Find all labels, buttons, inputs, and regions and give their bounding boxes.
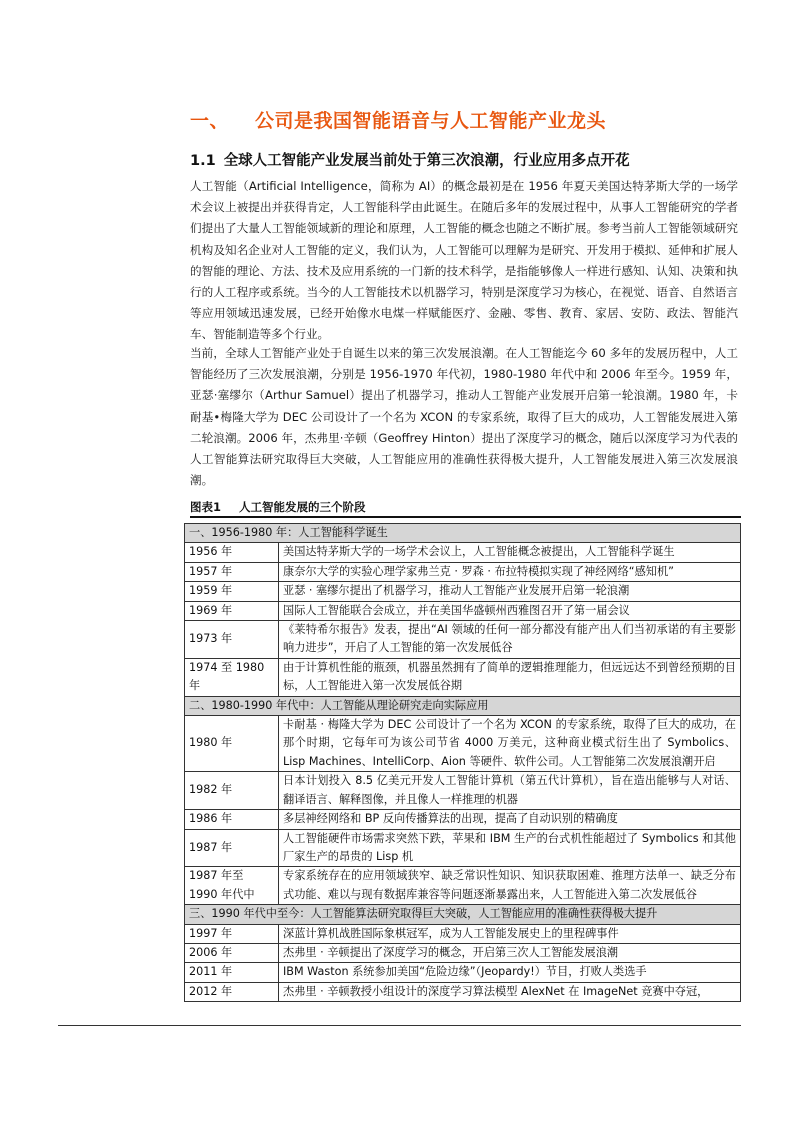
figure-label: 图表1 [190, 500, 222, 514]
section-row [185, 524, 741, 543]
year-cell: 2006 年 [185, 943, 279, 962]
table-row [185, 982, 741, 1001]
year-cell: 1973 年 [185, 621, 279, 659]
ai-timeline-table [184, 523, 741, 1002]
year-cell: 2011 年 [185, 963, 279, 982]
event-cell: 深蓝计算机战胜国际象棋冠军，成为人工智能发展史上的里程碑事件 [279, 924, 741, 943]
year-cell: 1982 年 [185, 772, 279, 810]
event-cell: 美国达特茅斯大学的一场学术会议上，人工智能概念被提出，人工智能科学诞生 [279, 543, 741, 562]
event-cell: 亚瑟 · 塞缪尔提出了机器学习，推动人工智能产业发展开启第一轮浪潮 [279, 582, 741, 601]
paragraph-ai-history: 当前，全球人工智能产业处于自诞生以来的第三次发展浪潮。在人工智能迄今 60 多年的发展历程中，人工智能经历了三次发展浪潮，分别是 1956-1970 年代初，1980-1980 年代中和 2006 年至今。1959 年，亚瑟·塞缪尔（Arthur Samuel）提出了机器学习，推动人工智能产业发展开启第一轮浪潮。1980 年，卡耐基•梅隆大学为 DEC 公司设计了一个名为 XCON 的专家系统，取得了巨大的成功，人工智能发展进入第二轮浪潮。2006 年，杰弗里·辛顿（Geoffrey Hinton）提出了深度学习的概念，随后以深度学习为代表的人工智能算法研究取得巨大突破，人工智能应用的准确性获得极大提升，人工智能发展进入第三次发展浪潮。 [190, 346, 738, 488]
year-cell: 1986 年 [185, 810, 279, 829]
year-cell: 1957 年 [185, 562, 279, 581]
event-cell: 《莱特希尔报告》发表，提出“AI 领域的任何一部分都没有能产出人们当初承诺的有主要影响力进步”，开启了人工智能的第一次发展低谷 [279, 621, 741, 659]
year-cell: 1974 至 1980 年 [185, 658, 279, 696]
figure-rule [190, 516, 741, 518]
table-row [185, 943, 741, 962]
paragraph-ai-definition: 人工智能（Artificial Intelligence，简称为 AI）的概念最初是在 1956 年夏天美国达特茅斯大学的一场学术会议上被提出并获得肯定，人工智能科学由此诞生。在随后多年的发展过程中，从事人工智能研究的学者们提出了大量人工智能领域新的理论和原理，人工智能的概念也随之不断扩展。参考当前人工智能领域研究机构及知名企业对人工智能的定义，我们认为，人工智能可以理解为是研究、开发用于模拟、延伸和扩展人的智能的理论、方法、技术及应用系统的一门新的技术科学，是指能够像人一样进行感知、认知、决策和执行的人工程序或系统。当今的人工智能技术以机器学习，特别是深度学习为核心，在视觉、语音、自然语言等应用领域迅速发展，已经开始像水电煤一样赋能医疗、金融、零售、教育、家居、安防、政法、智能汽车、智能制造等多个行业。 [190, 179, 738, 342]
figure-title: 人工智能发展的三个阶段 [239, 500, 366, 514]
table-row [185, 963, 741, 982]
event-cell: 康奈尔大学的实验心理学家弗兰克 · 罗森 · 布拉特模拟实现了神经网络“感知机” [279, 562, 741, 581]
table-row [185, 582, 741, 601]
event-cell: 日本计划投入 8.5 亿美元开发人工智能计算机（第五代计算机），旨在造出能够与人对话、翻译语言、解释图像，并且像人一样推理的机器 [279, 772, 741, 810]
section-title: 三、1990 年代中至今：人工智能算法研究取得巨大突破，人工智能应用的准确性获得极大提升 [185, 905, 741, 924]
figure-caption [190, 499, 740, 515]
table-row [185, 867, 741, 905]
event-cell: 专家系统存在的应用领域狭窄、缺乏常识性知识、知识获取困难、推理方法单一、缺乏分布式功能、难以与现有数据库兼容等问题逐渐暴露出来，人工智能进入第二次发展低谷 [279, 867, 741, 905]
section-number: 一、 [190, 110, 230, 132]
event-cell: 国际人工智能联合会成立，并在美国华盛顿州西雅图召开了第一届会议 [279, 601, 741, 620]
subsection-heading [190, 149, 750, 170]
event-cell: 杰弗里 · 辛顿提出了深度学习的概念，开启第三次人工智能发展浪潮 [279, 943, 741, 962]
table-row [185, 621, 741, 659]
event-cell: 由于计算机性能的瓶颈，机器虽然拥有了简单的逻辑推理能力，但远远达不到曾经预期的目标，人工智能进入第一次发展低谷期 [279, 658, 741, 696]
event-cell: 卡耐基 · 梅隆大学为 DEC 公司设计了一个名为 XCON 的专家系统，取得了巨大的成功，在那个时期，它每年可为该公司节省 4000 万美元，这种商业模式衍生出了 Symbolics、Lisp Machines、IntelliCorp、Aion 等硬件、软件公司。人工智能第二次发展浪潮开启 [279, 716, 741, 772]
year-cell: 1987 年 [185, 829, 279, 867]
table-row [185, 829, 741, 867]
year-cell: 1969 年 [185, 601, 279, 620]
year-cell: 1959 年 [185, 582, 279, 601]
table-row [185, 772, 741, 810]
table-row [185, 810, 741, 829]
table-row [185, 658, 741, 696]
footer-rule [58, 1025, 741, 1026]
year-cell: 1997 年 [185, 924, 279, 943]
year-cell: 1980 年 [185, 716, 279, 772]
subsection-number: 1.1 [190, 153, 216, 169]
section-title: 公司是我国智能语音与人工智能产业龙头 [255, 110, 607, 132]
year-cell: 2012 年 [185, 982, 279, 1001]
event-cell: 杰弗里 · 辛顿教授小组设计的深度学习算法模型 AlexNet 在 ImageNet 竞赛中夺冠， [279, 982, 741, 1001]
table-row [185, 601, 741, 620]
table-row [185, 924, 741, 943]
section-row [185, 905, 741, 924]
year-cell: 1987 年至 1990 年代中 [185, 867, 279, 905]
year-cell: 1956 年 [185, 543, 279, 562]
event-cell: IBM Waston 系统参加美国“危险边缘”（Jeopardy!）节目，打败人类选手 [279, 963, 741, 982]
section-row [185, 696, 741, 715]
section-title: 二、1980-1990 年代中：人工智能从理论研究走向实际应用 [185, 696, 741, 715]
event-cell: 多层神经网络和 BP 反向传播算法的出现，提高了自动识别的精确度 [279, 810, 741, 829]
table-row [185, 716, 741, 772]
table-row [185, 543, 741, 562]
section-heading [190, 106, 750, 133]
table-row [185, 562, 741, 581]
subsection-title: 全球人工智能产业发展当前处于第三次浪潮，行业应用多点开花 [223, 153, 630, 169]
event-cell: 人工智能硬件市场需求突然下跌，苹果和 IBM 生产的台式机性能超过了 Symbolics 和其他厂家生产的昂贵的 Lisp 机 [279, 829, 741, 867]
section-title: 一、1956-1980 年：人工智能科学诞生 [185, 524, 741, 543]
